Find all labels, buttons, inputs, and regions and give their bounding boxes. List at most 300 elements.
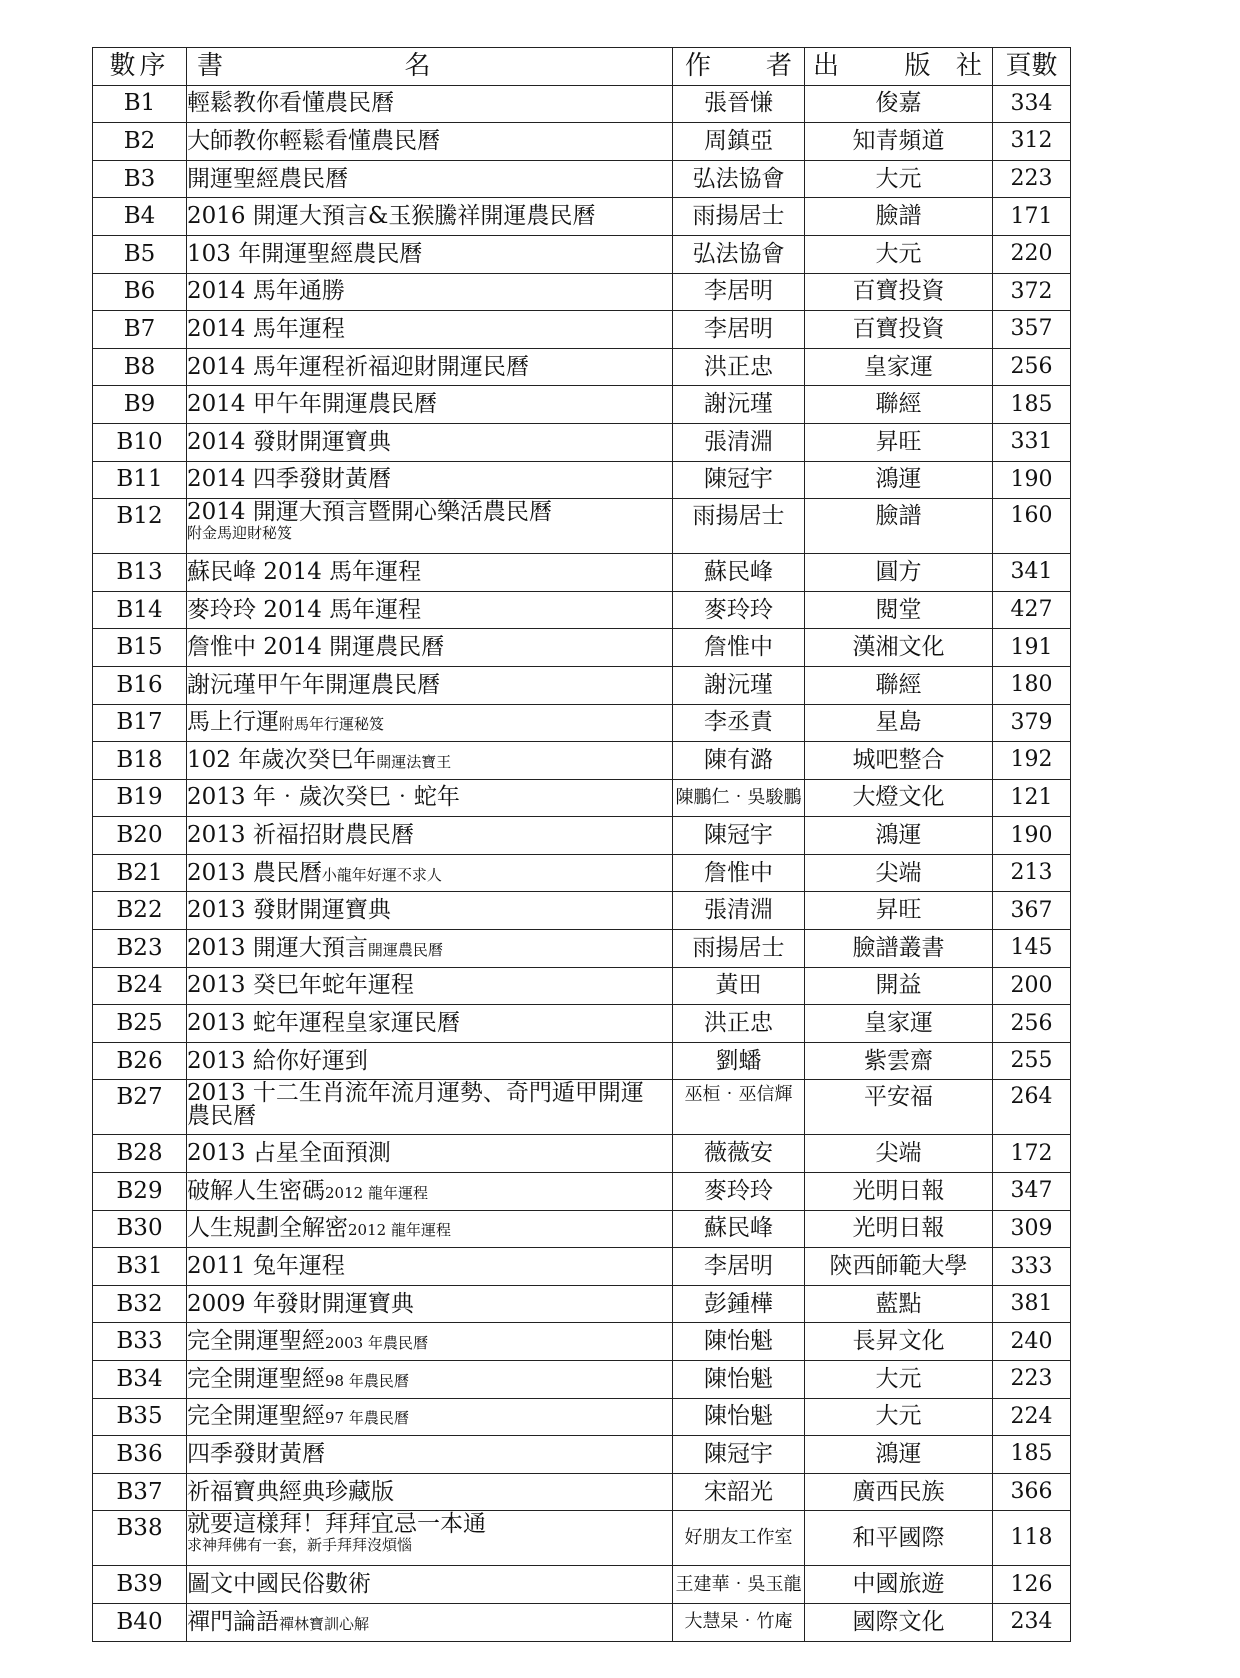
row-author: 陳怡魁 [673, 1323, 805, 1361]
table-body [93, 85, 1071, 1641]
row-title-text: 四季發財黃曆 [187, 1440, 325, 1467]
row-title [187, 666, 673, 704]
row-publisher: 鴻運 [805, 461, 993, 499]
table-row [93, 160, 1071, 198]
row-title-note: 開運法寶王 [376, 752, 452, 771]
row-title [187, 1398, 673, 1436]
table-row [93, 666, 1071, 704]
row-author: 大慧杲‧竹庵 [673, 1603, 805, 1641]
row-number: B4 [93, 198, 187, 236]
row-author: 薇薇安 [673, 1135, 805, 1173]
header-number: 數序 [93, 48, 187, 86]
row-title [187, 554, 673, 592]
row-publisher: 皇家運 [805, 1005, 993, 1043]
row-title-text: 2014 甲午年開運農民曆 [187, 391, 437, 418]
row-publisher: 鴻運 [805, 1436, 993, 1474]
row-title-text: 2013 年‧歲次癸巳‧蛇年 [187, 784, 460, 811]
row-author: 陳怡魁 [673, 1398, 805, 1436]
row-pages: 331 [993, 423, 1071, 461]
table-row [93, 1248, 1071, 1286]
row-title-note: 小龍年好運不求人 [321, 865, 442, 884]
row-publisher: 大元 [805, 160, 993, 198]
row-number: B29 [93, 1173, 187, 1211]
row-author: 洪正忠 [673, 348, 805, 386]
row-title [187, 779, 673, 817]
header-title [187, 48, 673, 86]
table-row [93, 1361, 1071, 1399]
row-title-note: 開運農民曆 [367, 940, 443, 959]
row-publisher: 大元 [805, 1398, 993, 1436]
row-number: B40 [93, 1603, 187, 1641]
table-row [93, 461, 1071, 499]
row-publisher: 大燈文化 [805, 779, 993, 817]
row-author: 張清淵 [673, 892, 805, 930]
row-author: 彭鍾樺 [673, 1285, 805, 1323]
row-title [187, 854, 673, 892]
row-pages: 379 [993, 704, 1071, 742]
row-number: B21 [93, 854, 187, 892]
table-row [93, 386, 1071, 424]
row-title [187, 1323, 673, 1361]
row-pages: 223 [993, 1361, 1071, 1399]
row-publisher: 百寶投資 [805, 273, 993, 311]
row-pages: 121 [993, 779, 1071, 817]
table-row [93, 85, 1071, 123]
row-title-text: 2014 馬年運程 [187, 315, 345, 342]
row-pages: 185 [993, 386, 1071, 424]
row-number: B19 [93, 779, 187, 817]
header-publisher-1: 出 [813, 51, 840, 82]
row-number: B22 [93, 892, 187, 930]
row-title [187, 386, 673, 424]
table-row [93, 1511, 1071, 1566]
row-pages: 312 [993, 123, 1071, 161]
row-number: B18 [93, 742, 187, 780]
row-publisher: 平安福 [805, 1080, 993, 1135]
row-author: 宋韶光 [673, 1473, 805, 1511]
row-title [187, 1603, 673, 1641]
row-number: B33 [93, 1323, 187, 1361]
row-title-note: 2003 年農民曆 [325, 1334, 428, 1353]
row-number: B32 [93, 1285, 187, 1323]
row-pages: 190 [993, 817, 1071, 855]
table-row [93, 1042, 1071, 1080]
row-title-text: 麥玲玲 2014 馬年運程 [187, 596, 422, 623]
row-title [187, 1173, 673, 1211]
row-publisher: 星島 [805, 704, 993, 742]
table-row [93, 273, 1071, 311]
row-publisher: 尖端 [805, 854, 993, 892]
row-title [187, 1566, 673, 1604]
row-title [187, 85, 673, 123]
row-author: 謝沅瑾 [673, 386, 805, 424]
row-author: 麥玲玲 [673, 591, 805, 629]
row-number: B37 [93, 1473, 187, 1511]
row-author: 陳冠宇 [673, 461, 805, 499]
table-row [93, 967, 1071, 1005]
row-publisher: 廣西民族 [805, 1473, 993, 1511]
row-author: 李居明 [673, 273, 805, 311]
row-pages: 160 [993, 499, 1071, 554]
table-row [93, 554, 1071, 592]
row-title [187, 311, 673, 349]
row-pages: 145 [993, 930, 1071, 968]
table-row [93, 1323, 1071, 1361]
row-author: 麥玲玲 [673, 1173, 805, 1211]
row-pages: 190 [993, 461, 1071, 499]
row-title-note: 2012 龍年運程 [325, 1183, 428, 1202]
row-title-text: 102 年歲次癸巳年 [187, 746, 377, 773]
row-title-text: 2013 農民曆 [187, 859, 322, 886]
row-author: 洪正忠 [673, 1005, 805, 1043]
row-title-text: 2013 給你好運到 [187, 1047, 368, 1074]
table-header-row [93, 48, 1071, 86]
row-title-note: 2012 龍年運程 [348, 1221, 451, 1240]
row-publisher: 圓方 [805, 554, 993, 592]
row-pages: 234 [993, 1603, 1071, 1641]
header-pages: 頁數 [993, 48, 1071, 86]
row-title-text: 完全開運聖經 [187, 1365, 325, 1392]
row-number: B39 [93, 1566, 187, 1604]
row-number: B5 [93, 235, 187, 273]
row-pages: 372 [993, 273, 1071, 311]
header-author [673, 48, 805, 86]
row-number: B30 [93, 1210, 187, 1248]
table-row [93, 1473, 1071, 1511]
row-author: 劉蟠 [673, 1042, 805, 1080]
row-number: B11 [93, 461, 187, 499]
row-title-text: 2014 四季發財黃曆 [187, 466, 391, 493]
row-number: B7 [93, 311, 187, 349]
row-title-text: 破解人生密碼 [187, 1177, 325, 1204]
row-author: 陳冠宇 [673, 817, 805, 855]
row-author: 李居明 [673, 1248, 805, 1286]
row-title-subtitle: 附金馬迎財秘笈 [187, 524, 293, 543]
row-publisher: 鴻運 [805, 817, 993, 855]
row-pages: 341 [993, 554, 1071, 592]
row-author: 張晉慊 [673, 85, 805, 123]
row-pages: 180 [993, 666, 1071, 704]
row-title-text: 2013 十二生肖流年流月運勢、奇門遁甲開運 [187, 1080, 644, 1107]
row-pages: 427 [993, 591, 1071, 629]
row-title [187, 499, 673, 554]
row-pages: 255 [993, 1042, 1071, 1080]
row-publisher: 知青頻道 [805, 123, 993, 161]
row-publisher: 陝西師範大學 [805, 1248, 993, 1286]
header-publisher [805, 48, 993, 86]
row-title-note: 97 年農民曆 [325, 1409, 409, 1428]
row-title-text: 103 年開運聖經農民曆 [187, 240, 423, 267]
table-row [93, 311, 1071, 349]
row-pages: 191 [993, 629, 1071, 667]
row-publisher: 尖端 [805, 1135, 993, 1173]
row-pages: 118 [993, 1511, 1071, 1566]
row-title-text: 祈福寶典經典珍藏版 [187, 1478, 394, 1505]
row-title-text: 大師教你輕鬆看懂農民曆 [187, 127, 440, 154]
row-author: 周鎮亞 [673, 123, 805, 161]
row-author: 陳怡魁 [673, 1361, 805, 1399]
row-publisher: 聯經 [805, 666, 993, 704]
header-author-left: 作 [685, 51, 712, 82]
row-pages: 381 [993, 1285, 1071, 1323]
row-author: 巫桓‧巫信輝 [673, 1080, 805, 1135]
row-author: 蘇民峰 [673, 1210, 805, 1248]
row-title [187, 742, 673, 780]
row-pages: 192 [993, 742, 1071, 780]
table-row [93, 704, 1071, 742]
row-title-text: 2014 開運大預言暨開心樂活農民曆 [187, 499, 552, 526]
row-title-line2: 農民曆 [187, 1103, 256, 1130]
table-row [93, 1285, 1071, 1323]
row-title [187, 1135, 673, 1173]
row-title-text: 馬上行運 [187, 709, 279, 736]
row-title-note: 禪林寶訓心解 [279, 1614, 370, 1633]
row-pages: 126 [993, 1566, 1071, 1604]
row-number: B9 [93, 386, 187, 424]
row-publisher: 聯經 [805, 386, 993, 424]
row-publisher: 城吧整合 [805, 742, 993, 780]
row-number: B8 [93, 348, 187, 386]
row-author: 詹惟中 [673, 629, 805, 667]
row-number: B36 [93, 1436, 187, 1474]
row-number: B16 [93, 666, 187, 704]
table-row [93, 930, 1071, 968]
row-title [187, 348, 673, 386]
row-pages: 347 [993, 1173, 1071, 1211]
row-publisher: 臉譜 [805, 198, 993, 236]
table-row [93, 1135, 1071, 1173]
row-title-text: 圖文中國民俗數術 [187, 1571, 371, 1598]
row-author: 黃田 [673, 967, 805, 1005]
row-title-text: 詹惟中 2014 開運農民曆 [187, 634, 445, 661]
row-pages: 240 [993, 1323, 1071, 1361]
row-number: B14 [93, 591, 187, 629]
table-row [93, 1210, 1071, 1248]
row-publisher: 閱堂 [805, 591, 993, 629]
row-title [187, 198, 673, 236]
row-pages: 200 [993, 967, 1071, 1005]
row-title [187, 461, 673, 499]
row-publisher: 藍點 [805, 1285, 993, 1323]
row-title-note: 附馬年行運秘笈 [279, 715, 385, 734]
row-title [187, 1005, 673, 1043]
table-row [93, 591, 1071, 629]
row-number: B25 [93, 1005, 187, 1043]
row-number: B1 [93, 85, 187, 123]
row-number: B35 [93, 1398, 187, 1436]
row-number: B28 [93, 1135, 187, 1173]
table-row [93, 1436, 1071, 1474]
row-author: 張清淵 [673, 423, 805, 461]
row-publisher: 和平國際 [805, 1511, 993, 1566]
table-row [93, 854, 1071, 892]
table-row [93, 1005, 1071, 1043]
row-number: B15 [93, 629, 187, 667]
row-publisher: 大元 [805, 235, 993, 273]
row-title-text: 2014 發財開運寶典 [187, 428, 391, 455]
row-number: B17 [93, 704, 187, 742]
row-pages: 172 [993, 1135, 1071, 1173]
row-title-note: 98 年農民曆 [325, 1371, 409, 1390]
row-title [187, 930, 673, 968]
row-pages: 309 [993, 1210, 1071, 1248]
table-row [93, 198, 1071, 236]
row-title [187, 273, 673, 311]
table-row [93, 235, 1071, 273]
row-pages: 367 [993, 892, 1071, 930]
row-publisher: 昇旺 [805, 423, 993, 461]
row-publisher: 俊嘉 [805, 85, 993, 123]
row-title-text: 2014 馬年通勝 [187, 278, 345, 305]
row-pages: 333 [993, 1248, 1071, 1286]
row-title [187, 1080, 673, 1135]
row-author: 雨揚居士 [673, 930, 805, 968]
row-publisher: 大元 [805, 1361, 993, 1399]
row-title-text: 蘇民峰 2014 馬年運程 [187, 558, 422, 585]
row-title [187, 1285, 673, 1323]
row-title [187, 123, 673, 161]
row-publisher: 光明日報 [805, 1210, 993, 1248]
row-title-text: 2013 癸巳年蛇年運程 [187, 972, 414, 999]
table-row [93, 742, 1071, 780]
row-title [187, 423, 673, 461]
row-publisher: 開益 [805, 967, 993, 1005]
header-publisher-2: 版 [904, 51, 931, 82]
row-number: B34 [93, 1361, 187, 1399]
table-row [93, 1173, 1071, 1211]
row-title-subtitle: 求神拜佛有一套，新手拜拜沒煩惱 [187, 1536, 413, 1555]
row-pages: 213 [993, 854, 1071, 892]
row-title [187, 967, 673, 1005]
table-row [93, 1398, 1071, 1436]
row-author: 陳鵬仁‧吳駿鵬 [673, 779, 805, 817]
row-number: B38 [93, 1511, 187, 1566]
row-number: B26 [93, 1042, 187, 1080]
row-number: B10 [93, 423, 187, 461]
row-author: 李丞責 [673, 704, 805, 742]
row-author: 好朋友工作室 [673, 1511, 805, 1566]
table-row [93, 499, 1071, 554]
row-publisher: 臉譜叢書 [805, 930, 993, 968]
table-row [93, 817, 1071, 855]
header-author-right: 者 [765, 51, 792, 82]
row-number: B24 [93, 967, 187, 1005]
table-row [93, 1080, 1071, 1135]
row-pages: 224 [993, 1398, 1071, 1436]
row-title [187, 1248, 673, 1286]
row-author: 陳冠宇 [673, 1436, 805, 1474]
row-title-text: 2013 祈福招財農民曆 [187, 822, 414, 849]
row-number: B3 [93, 160, 187, 198]
row-title-text: 謝沅瑾甲午年開運農民曆 [187, 671, 440, 698]
row-number: B27 [93, 1080, 187, 1135]
row-publisher: 國際文化 [805, 1603, 993, 1641]
row-title-text: 完全開運聖經 [187, 1403, 325, 1430]
row-title-text: 2014 馬年運程祈福迎財開運民曆 [187, 353, 529, 380]
row-author: 李居明 [673, 311, 805, 349]
table-row [93, 779, 1071, 817]
header-title-right: 名 [404, 51, 431, 82]
row-author: 蘇民峰 [673, 554, 805, 592]
row-number: B20 [93, 817, 187, 855]
row-publisher: 皇家運 [805, 348, 993, 386]
row-publisher: 長昇文化 [805, 1323, 993, 1361]
row-pages: 366 [993, 1473, 1071, 1511]
row-author: 王建華‧吳玉龍 [673, 1566, 805, 1604]
row-title [187, 1511, 673, 1566]
row-title-text: 2011 兔年運程 [187, 1253, 345, 1280]
row-publisher: 紫雲齋 [805, 1042, 993, 1080]
row-title [187, 235, 673, 273]
row-author: 雨揚居士 [673, 499, 805, 554]
row-title-text: 人生規劃全解密 [187, 1215, 348, 1242]
row-publisher: 光明日報 [805, 1173, 993, 1211]
row-author: 謝沅瑾 [673, 666, 805, 704]
table-row [93, 348, 1071, 386]
row-author: 雨揚居士 [673, 198, 805, 236]
table-row [93, 123, 1071, 161]
row-title [187, 704, 673, 742]
row-number: B12 [93, 499, 187, 554]
row-publisher: 漢湘文化 [805, 629, 993, 667]
row-title [187, 1210, 673, 1248]
row-title [187, 160, 673, 198]
row-title-text: 2013 開運大預言 [187, 934, 368, 961]
row-publisher: 中國旅遊 [805, 1566, 993, 1604]
row-author: 弘法協會 [673, 235, 805, 273]
table-row [93, 1566, 1071, 1604]
row-title-text: 2013 蛇年運程皇家運民曆 [187, 1010, 460, 1037]
row-pages: 171 [993, 198, 1071, 236]
row-title-text: 輕鬆教你看懂農民曆 [187, 90, 394, 117]
header-title-left: 書 [197, 51, 224, 82]
row-title-text: 2009 年發財開運寶典 [187, 1290, 414, 1317]
row-pages: 256 [993, 348, 1071, 386]
row-pages: 220 [993, 235, 1071, 273]
header-publisher-3: 社 [955, 51, 982, 82]
row-pages: 185 [993, 1436, 1071, 1474]
row-title-text: 2013 占星全面預測 [187, 1140, 391, 1167]
row-pages: 334 [993, 85, 1071, 123]
row-author: 陳有潞 [673, 742, 805, 780]
table-row [93, 1603, 1071, 1641]
row-publisher: 臉譜 [805, 499, 993, 554]
row-publisher: 百寶投資 [805, 311, 993, 349]
row-title-text: 開運聖經農民曆 [187, 165, 348, 192]
row-number: B2 [93, 123, 187, 161]
row-title [187, 629, 673, 667]
row-number: B31 [93, 1248, 187, 1286]
book-list-table [92, 47, 1071, 1642]
row-title [187, 1473, 673, 1511]
row-title [187, 1042, 673, 1080]
row-title-text: 2013 發財開運寶典 [187, 897, 391, 924]
row-publisher: 昇旺 [805, 892, 993, 930]
row-title [187, 817, 673, 855]
row-title [187, 1436, 673, 1474]
row-pages: 264 [993, 1080, 1071, 1135]
row-title-text: 2016 開運大預言&玉猴騰祥開運農民曆 [187, 203, 596, 230]
row-title-text: 禪門論語 [187, 1608, 279, 1635]
row-author: 弘法協會 [673, 160, 805, 198]
row-pages: 223 [993, 160, 1071, 198]
row-title-text: 完全開運聖經 [187, 1328, 325, 1355]
row-pages: 256 [993, 1005, 1071, 1043]
row-number: B6 [93, 273, 187, 311]
row-pages: 357 [993, 311, 1071, 349]
row-title [187, 1361, 673, 1399]
table-row [93, 629, 1071, 667]
